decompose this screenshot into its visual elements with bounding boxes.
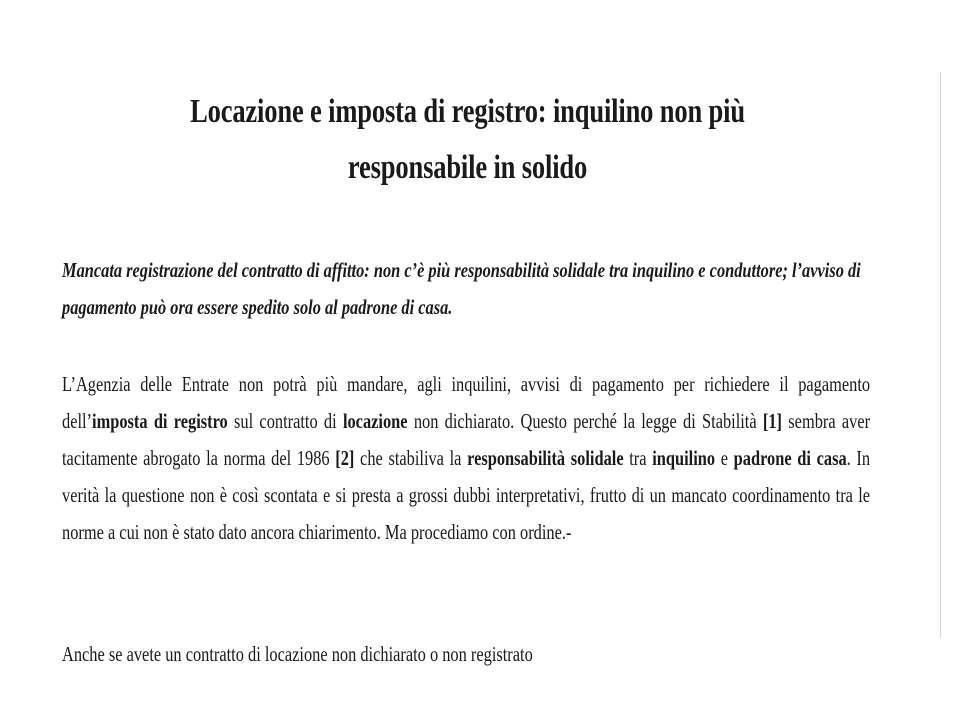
cut-off-text: Anche se avete un contratto di locazione non dichiarato o non registrato — [62, 642, 533, 666]
footnote-ref: [2] — [335, 446, 355, 470]
body-text: non dichiarato. Questo perché la legge di Stabilità — [407, 409, 763, 433]
bold-term: responsabilità solidale — [467, 446, 624, 470]
bold-term: locazione — [342, 409, 408, 433]
body-text: L’Agenzia delle Entrate non potrà più mandare, agli inquilini, avvisi di pagamento per richiedere il pagamento dell’ — [62, 372, 871, 433]
body-text: . In verità la questione non è così scontata e si presta a grossi dubbi interpretativi, frutto di un mancato coordinamento tra le norme a cui non è stato dato ancora chiarimento. Ma procediamo con ordine.- — [62, 446, 871, 544]
body-text: sul contratto di — [227, 409, 343, 433]
bold-term: inquilino — [652, 446, 716, 470]
page-edge — [940, 72, 941, 638]
body-text: che stabiliva la — [354, 446, 468, 470]
body-paragraph — [62, 366, 870, 551]
bold-term: padrone di casa — [733, 446, 847, 470]
body-text: sembra aver tacitamente abrogato la norma del 1986 — [62, 409, 871, 470]
bold-term: imposta di registro — [92, 409, 228, 433]
body-text: tra — [623, 446, 653, 470]
footnote-ref: [1] — [762, 409, 783, 433]
document-subtitle: Mancata registrazione del contratto di affitto: non c’è più responsabilità solidale tra inquilino e conduttore; l’avviso di pagamento può ora essere spedito solo al padrone di casa. — [62, 258, 861, 319]
body-text: e — [715, 446, 734, 470]
cut-off-text-line — [62, 624, 858, 666]
document-title: Locazione e imposta di registro: inquilino non più responsabile in solido — [190, 93, 745, 186]
